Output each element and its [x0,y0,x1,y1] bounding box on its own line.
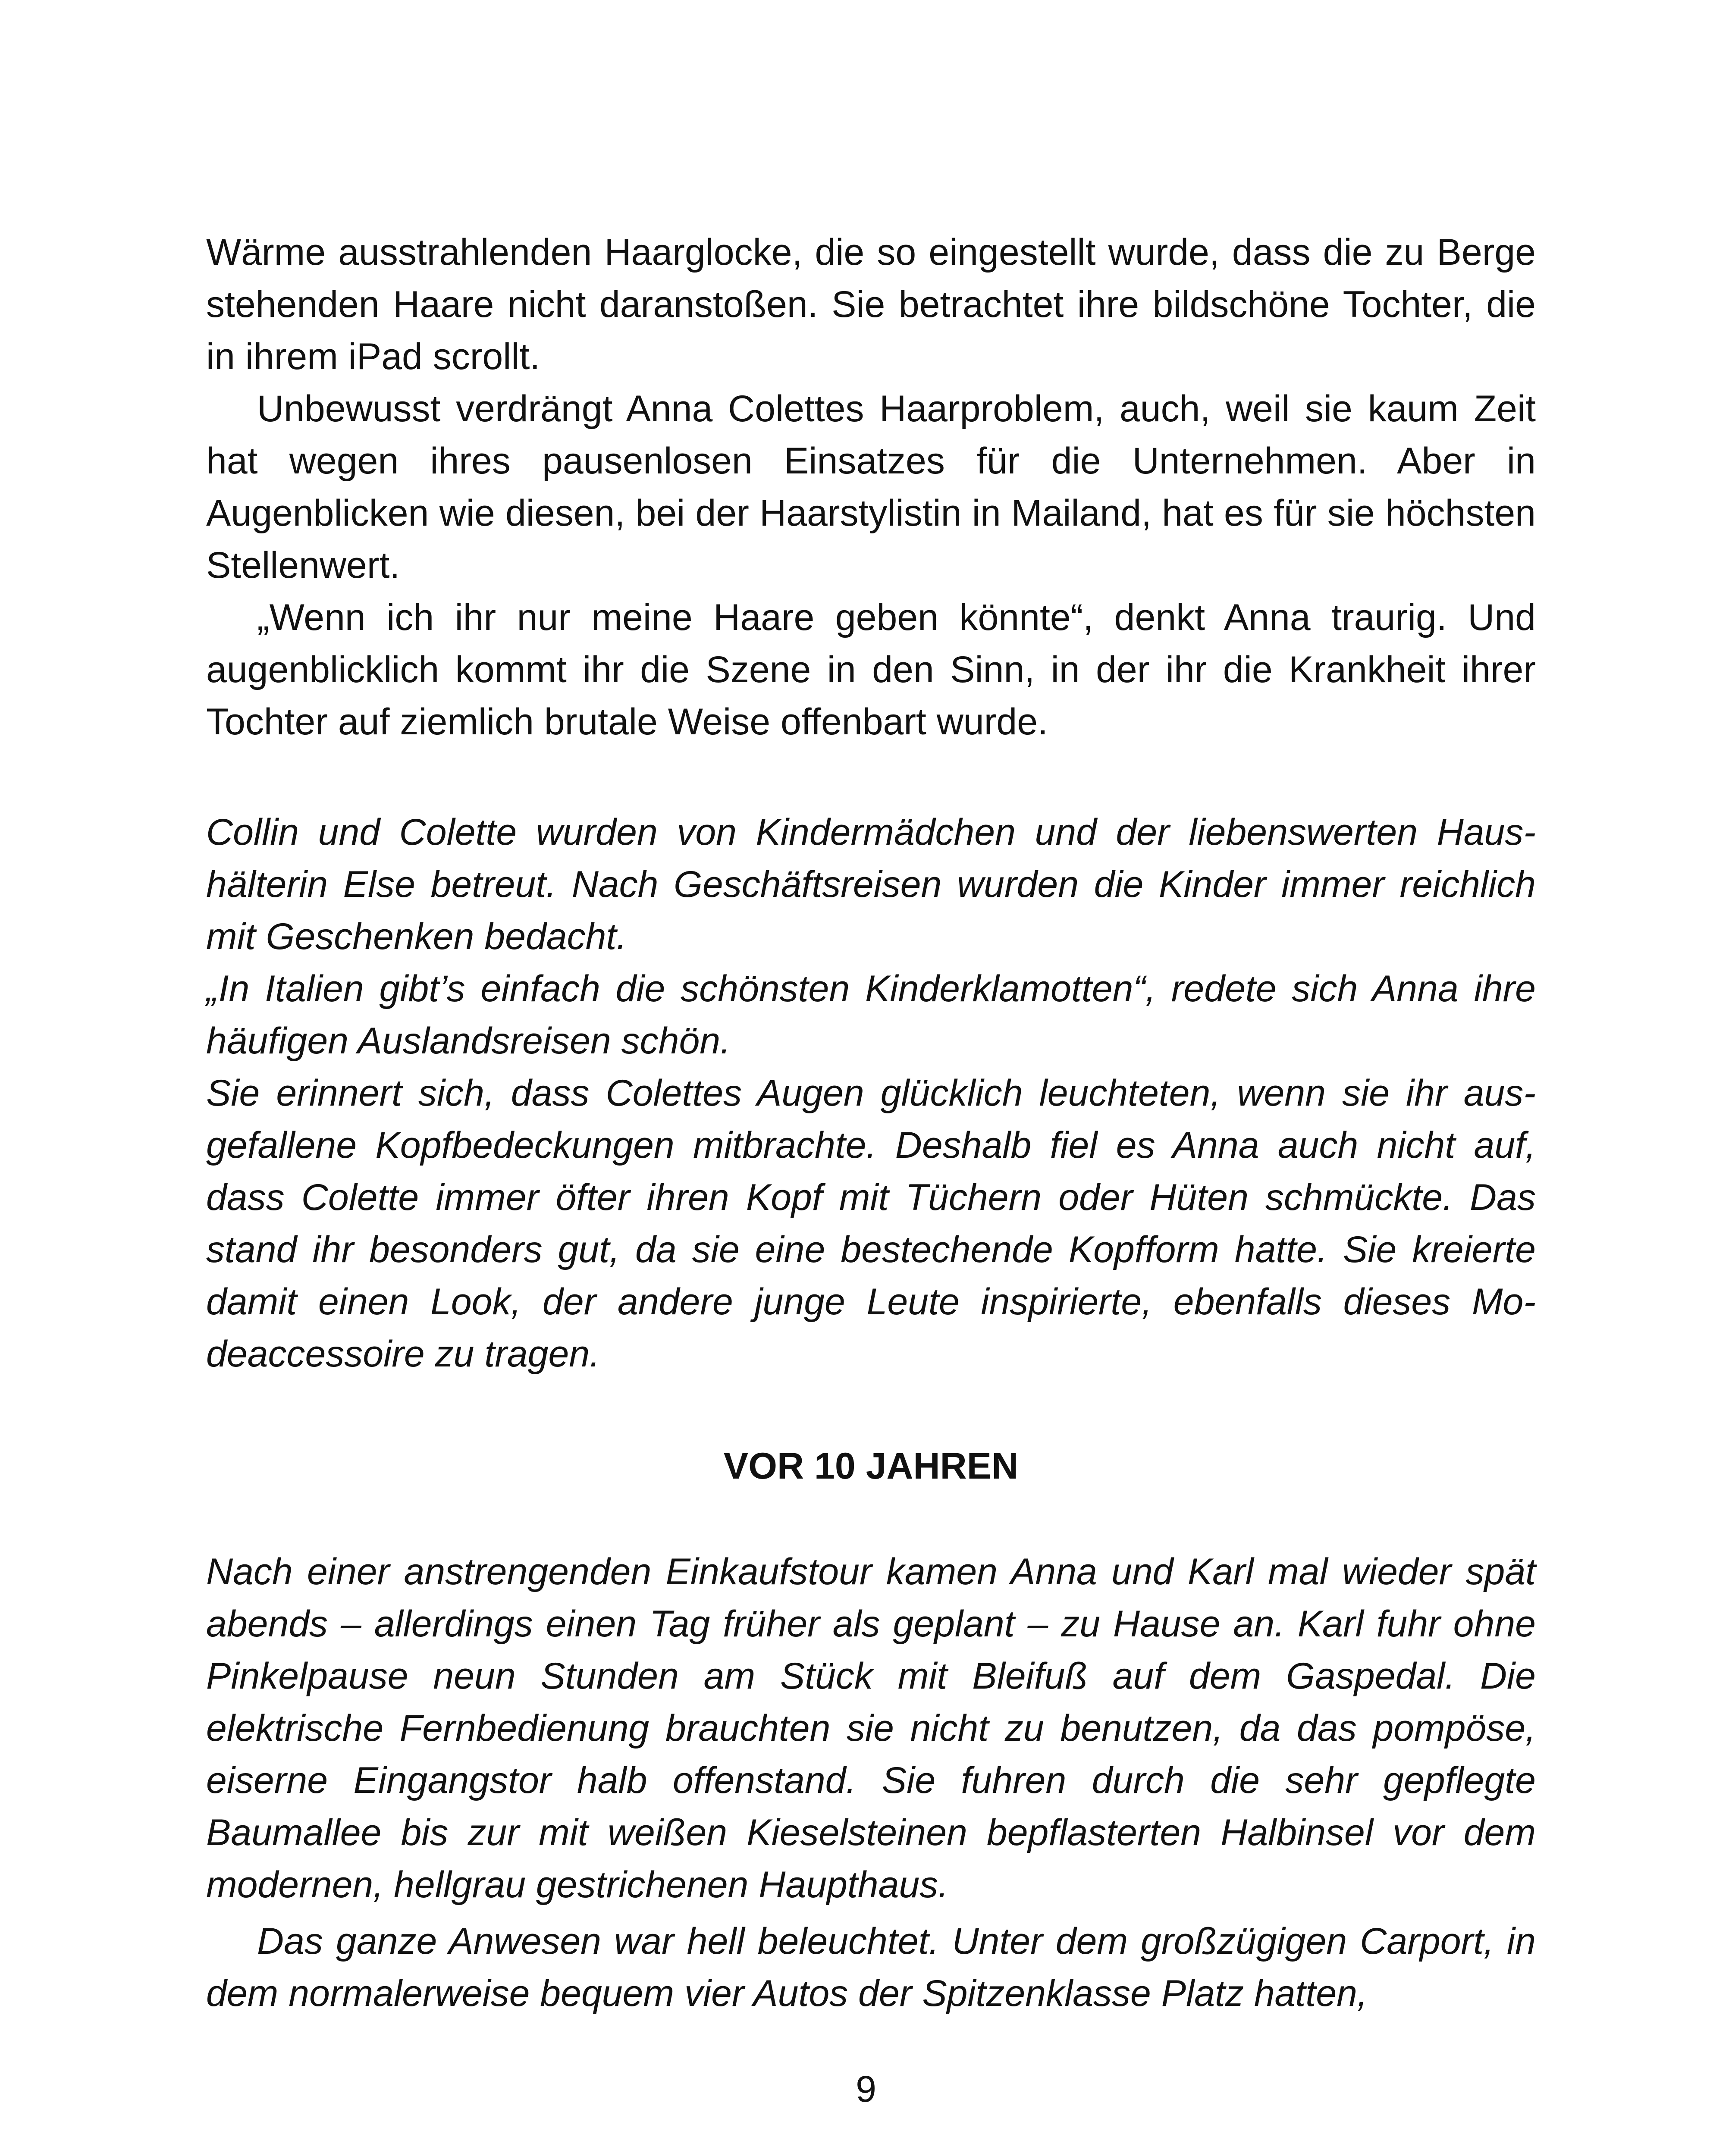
section-heading-wrap [206,1440,1536,1492]
section-ten-years-ago [206,1546,1536,2020]
page-number: 9 [856,2068,876,2110]
paragraph-headwear: Sie erinnert sich, dass Colettes Augen glücklich leuchteten, wenn sie ihr ausgefallene Kopfbedeckungen mitbrachte. Deshalb fiel es Anna auch nicht auf, dass Colette immer öfter ihren Kopf mit Tüchern oder Hüten schmückte. Das stand ihr besonders gut, da sie eine bestechende Kopfform hatte. Sie kreierte damit einen Look, der andere junge Leute inspirierte, ebenfalls dieses Modeaccessoire zu tragen. [206,1072,1536,1375]
paragraph-hair-dryer: Wärme ausstrahlenden Haarglocke, die so eingestellt wurde, dass die zu Berge stehenden Haare nicht daranstoßen. Sie betrachtet ihre bildschöne Tochter, die in ihrem iPad scrollt. [206,232,1536,377]
section-present-scene [206,226,1536,748]
section-flashback [206,806,1536,1380]
paragraph-shopping-trip: Nach einer anstrengenden Einkaufstour kamen Anna und Karl mal wieder spät abends – allerdings einen Tag früher als geplant – zu Hause an. Karl fuhr ohne Pinkelpause neun Stunden am Stück mit Bleifuß auf dem Gaspedal. Die elektrische Fernbedienung brauchten sie nicht zu benutzen, da das pompöse, eiserne Eingangstor halb offenstand. Sie fuhren durch die sehr gepflegte Baumallee bis zur mit weißen Kieselsteinen bepflasterten Halbinsel vor dem modernen, hellgrau gestrichenen Haupthaus. [206,1551,1536,1905]
paragraph-italy-quote: „In Italien gibt’s einfach die schönsten Kinderklamotten“, redete sich Anna ihre häufigen Auslandsreisen schön. [206,968,1536,1062]
paragraph-nannies: Collin und Colette wurden von Kindermädchen und der liebenswerten Haushälterin Else betreut. Nach Geschäftsreisen wurden die Kinder immer reichlich mit Geschenken bedacht. [206,812,1536,957]
paragraph-estate: Das ganze Anwesen war hell beleuchtet. Unter dem großzügigen Carport, in dem normalerweise bequem vier Autos der Spitzenklasse Platz hatten, [206,1921,1536,2014]
paragraph-wish: „Wenn ich ihr nur meine Haare geben könnte“, denkt Anna traurig. Und augenblicklich kommt ihr die Szene in den Sinn, in der ihr die Krankheit ihrer Tochter auf ziemlich brutale Weise offenbart wurde. [206,597,1536,743]
section-heading: VOR 10 JAHREN [723,1445,1019,1487]
paragraph-hair-problem: Unbewusst verdrängt Anna Colettes Haarproblem, auch, weil sie kaum Zeit hat wegen ihres pausenlosen Einsatzes für die Unternehmen. Aber in Augenblicken wie diesen, bei der Haarstylistin in Mailand, hat es für sie höchsten Stellenwert. [206,388,1536,586]
